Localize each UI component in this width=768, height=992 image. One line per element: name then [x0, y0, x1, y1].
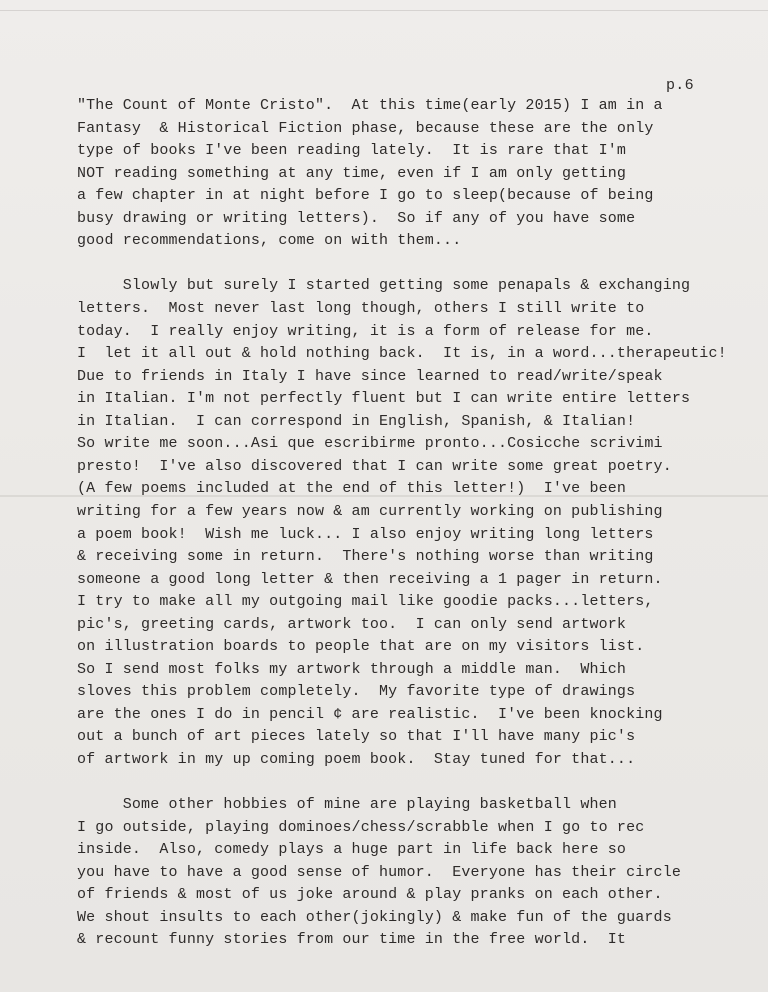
text-line: I go outside, playing dominoes/chess/scrabble when I go to rec: [77, 818, 645, 836]
text-line: a few chapter in at night before I go to sleep(because of being: [77, 187, 654, 205]
text-line: on illustration boards to people that are on my visitors list.: [77, 638, 645, 656]
text-line: NOT reading something at any time, even if I am only getting: [77, 164, 627, 182]
text-line: type of books I've been reading lately. It is rare that I'm: [77, 142, 627, 160]
text-line: of artwork in my up coming poem book. Stay tuned for that...: [77, 751, 636, 768]
text-line: letters. Most never last long though, others I still write to: [77, 300, 645, 317]
text-line: & receiving some in return. There's nothing worse than writing: [77, 548, 654, 565]
text-line: a poem book! Wish me luck... I also enjoy writing long letters: [77, 525, 654, 543]
text-line: presto! I've also discovered that I can write some great poetry.: [77, 457, 672, 475]
text-line: So I send most folks my artwork through a middle man. Which: [77, 660, 627, 678]
text-line: out a bunch of art pieces lately so that I'll have many pic's: [77, 728, 636, 746]
text-line: you have to have a good sense of humor. Everyone has their circle: [77, 863, 681, 881]
text-line: Slowly but surely I started getting some penapals & exchanging: [77, 277, 691, 295]
text-line: in Italian. I can correspond in English, Spanish, & Italian!: [77, 412, 636, 430]
page-number: p.6: [666, 77, 694, 94]
text-line: & recount funny stories from our time in the free world. It: [77, 931, 627, 949]
text-line: Some other hobbies of mine are playing basketball when: [77, 796, 617, 814]
text-line: "The Count of Monte Cristo". At this time(early 2015) I am in a: [77, 97, 663, 114]
text-line: Fantasy & Historical Fiction phase, because these are the only: [77, 119, 654, 137]
text-line: pic's, greeting cards, artwork too. I can only send artwork: [77, 615, 627, 633]
text-line: inside. Also, comedy plays a huge part in life back here so: [77, 841, 627, 859]
text-line: good recommendations, come on with them...: [77, 232, 462, 250]
text-line: in Italian. I'm not perfectly fluent but I can write entire letters: [77, 390, 691, 408]
text-line: someone a good long letter & then receiving a 1 pager in return.: [77, 570, 663, 588]
text-line: I let it all out & hold nothing back. It is, in a word...therapeutic!: [77, 345, 727, 363]
text-line: sloves this problem completely. My favorite type of drawings: [77, 683, 636, 701]
text-line: Due to friends in Italy I have since learned to read/write/speak: [77, 367, 663, 385]
text-line: So write me soon...Asi que escribirme pronto...Cosicche scrivimi: [77, 435, 663, 453]
paper-top-edge: [0, 10, 768, 11]
text-line: today. I really enjoy writing, it is a form of release for me.: [77, 322, 654, 340]
text-line: writing for a few years now & am currently working on publishing: [77, 502, 663, 520]
text-line: busy drawing or writing letters). So if any of you have some: [77, 209, 636, 227]
text-line: are the ones I do in pencil ¢ are realistic. I've been knocking: [77, 705, 663, 723]
text-line: I try to make all my outgoing mail like goodie packs...letters,: [77, 593, 654, 611]
text-line: (A few poems included at the end of this letter!) I've been: [77, 480, 627, 498]
text-line: of friends & most of us joke around & play pranks on each other.: [77, 886, 663, 904]
text-line: We shout insults to each other(jokingly) & make fun of the guards: [77, 908, 672, 926]
